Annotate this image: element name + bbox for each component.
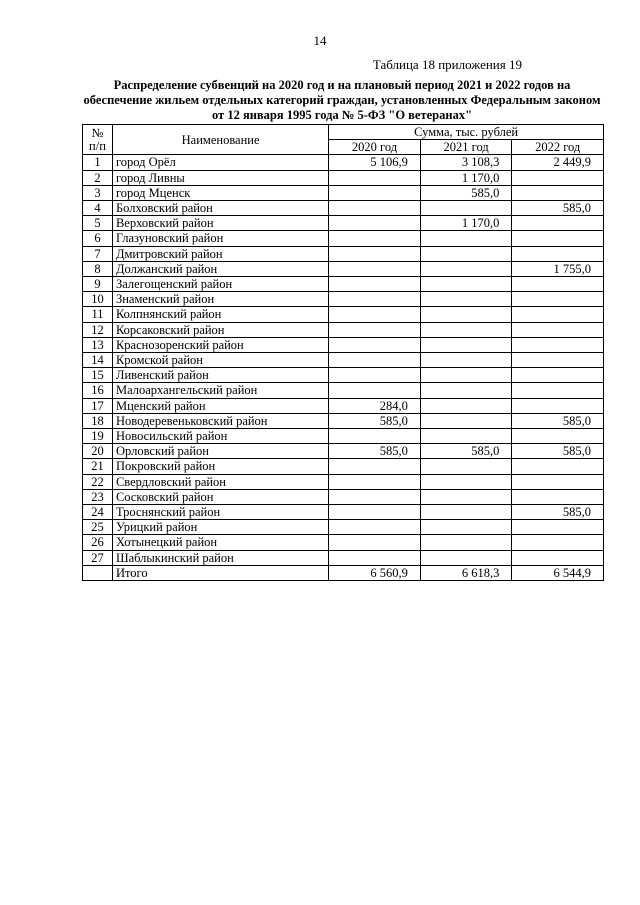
row-number: 24 [83,505,113,520]
row-number: 21 [83,459,113,474]
table-row [83,398,604,413]
row-name: Свердловский район [112,474,328,489]
row-value-2021 [420,413,512,428]
total-label: Итого [112,565,328,580]
header-number [83,125,113,155]
row-name: Знаменский район [112,292,328,307]
header-year-2022: 2022 год [512,140,604,155]
table-row [83,277,604,292]
total-2021: 6 618,3 [420,565,512,580]
row-number: 6 [83,231,113,246]
row-value-2022: 585,0 [512,201,604,216]
table-row [83,489,604,504]
row-name: Урицкий район [112,520,328,535]
row-number: 11 [83,307,113,322]
row-value-2022 [512,292,604,307]
table-row [83,444,604,459]
table-reference: Таблица 18 приложения 19 [372,57,522,72]
row-value-2020: 585,0 [329,413,421,428]
row-name: Покровский район [112,459,328,474]
row-value-2021 [420,353,512,368]
row-value-2022 [512,277,604,292]
row-value-2022 [512,216,604,231]
row-value-2021 [420,292,512,307]
row-number: 2 [83,170,113,185]
total-number [83,565,113,580]
row-value-2020 [329,429,421,444]
table-row [83,520,604,535]
row-number: 12 [83,322,113,337]
document-title: Распределение субвенций на 2020 год и на плановый период 2021 и 2022 годов на обеспечение жильем отдельных категорий граждан, установленных Федеральным законом от 12 января 1995 года № 5-ФЗ "О ветеранах" [83,78,601,122]
row-value-2021: 585,0 [420,444,512,459]
row-name: Глазуновский район [112,231,328,246]
table-row [83,337,604,352]
row-number: 22 [83,474,113,489]
row-value-2021 [420,535,512,550]
row-name: Дмитровский район [112,246,328,261]
header-number-line1: № [91,125,104,140]
row-name: Мценский район [112,398,328,413]
row-number: 4 [83,201,113,216]
table-row [83,353,604,368]
total-2020: 6 560,9 [329,565,421,580]
table-row [83,246,604,261]
row-name: Кромской район [112,353,328,368]
row-name: Хотынецкий район [112,535,328,550]
row-value-2020 [329,535,421,550]
table-row [83,261,604,276]
row-value-2020 [329,246,421,261]
row-name: Новодеревеньковский район [112,413,328,428]
row-value-2020 [329,489,421,504]
row-number: 1 [83,155,113,170]
table-row [83,474,604,489]
row-value-2022 [512,550,604,565]
row-value-2021: 1 170,0 [420,216,512,231]
row-number: 9 [83,277,113,292]
row-value-2021 [420,459,512,474]
row-number: 16 [83,383,113,398]
row-value-2022: 585,0 [512,505,604,520]
row-name: Краснозоренский район [112,337,328,352]
row-value-2021 [420,231,512,246]
table-row [83,216,604,231]
row-value-2020 [329,550,421,565]
row-value-2022 [512,398,604,413]
table-row [83,185,604,200]
row-number: 8 [83,261,113,276]
row-value-2022 [512,429,604,444]
row-value-2022 [512,337,604,352]
row-number: 5 [83,216,113,231]
row-value-2020 [329,474,421,489]
row-name: Малоархангельский район [112,383,328,398]
row-value-2021 [420,429,512,444]
table-row [83,170,604,185]
row-number: 20 [83,444,113,459]
row-value-2022 [512,170,604,185]
row-number: 19 [83,429,113,444]
row-value-2021 [420,307,512,322]
row-value-2020 [329,261,421,276]
header-number-line2: п/п [89,138,106,153]
row-value-2021 [420,383,512,398]
row-name: Шаблыкинский район [112,550,328,565]
row-value-2020 [329,322,421,337]
row-value-2022 [512,322,604,337]
row-number: 27 [83,550,113,565]
row-value-2022 [512,383,604,398]
row-number: 10 [83,292,113,307]
row-value-2021 [420,261,512,276]
row-value-2022: 1 755,0 [512,261,604,276]
header-sum: Сумма, тыс. рублей [329,125,604,140]
row-value-2020 [329,383,421,398]
table-row [83,505,604,520]
row-value-2020 [329,505,421,520]
row-value-2021 [420,337,512,352]
row-name: Троснянский район [112,505,328,520]
header-name: Наименование [112,125,328,155]
row-value-2020 [329,170,421,185]
row-value-2021: 585,0 [420,185,512,200]
row-value-2020 [329,216,421,231]
row-value-2020 [329,520,421,535]
row-value-2020: 5 106,9 [329,155,421,170]
row-number: 26 [83,535,113,550]
row-value-2022 [512,353,604,368]
row-number: 18 [83,413,113,428]
row-value-2020: 284,0 [329,398,421,413]
table-row [83,413,604,428]
row-value-2020: 585,0 [329,444,421,459]
page-number: 14 [313,33,327,48]
row-number: 14 [83,353,113,368]
table-row [83,459,604,474]
table-row [83,307,604,322]
row-name: Сосковский район [112,489,328,504]
row-value-2022: 585,0 [512,413,604,428]
row-value-2021 [420,277,512,292]
table-row [83,429,604,444]
row-value-2020 [329,307,421,322]
row-name: Верховский район [112,216,328,231]
row-value-2020 [329,292,421,307]
row-value-2021: 3 108,3 [420,155,512,170]
row-name: Болховский район [112,201,328,216]
row-name: Должанский район [112,261,328,276]
row-value-2020 [329,337,421,352]
table-row [83,292,604,307]
row-number: 13 [83,337,113,352]
row-value-2021 [420,474,512,489]
table-row [83,231,604,246]
row-name: Колпнянский район [112,307,328,322]
row-value-2022 [512,535,604,550]
row-value-2021 [420,368,512,383]
header-year-2021: 2021 год [420,140,512,155]
row-name: город Ливны [112,170,328,185]
row-number: 15 [83,368,113,383]
table-row [83,155,604,170]
row-name: Корсаковский район [112,322,328,337]
row-name: Ливенский район [112,368,328,383]
row-value-2021 [420,520,512,535]
row-value-2022: 585,0 [512,444,604,459]
row-value-2021 [420,201,512,216]
header-year-2020: 2020 год [329,140,421,155]
row-value-2022 [512,474,604,489]
table-row [83,368,604,383]
table-row [83,322,604,337]
row-name: город Орёл [112,155,328,170]
row-value-2020 [329,231,421,246]
row-value-2022: 2 449,9 [512,155,604,170]
total-2022: 6 544,9 [512,565,604,580]
subsidy-table [82,124,604,581]
table-row [83,535,604,550]
table-row [83,383,604,398]
row-value-2022 [512,246,604,261]
row-value-2020 [329,201,421,216]
row-value-2022 [512,231,604,246]
row-value-2020 [329,277,421,292]
row-name: Залегощенский район [112,277,328,292]
row-value-2021 [420,505,512,520]
row-value-2022 [512,459,604,474]
row-value-2022 [512,368,604,383]
row-value-2021 [420,550,512,565]
table-row [83,550,604,565]
row-value-2021: 1 170,0 [420,170,512,185]
row-value-2020 [329,353,421,368]
row-value-2021 [420,398,512,413]
table-row [83,201,604,216]
row-value-2020 [329,368,421,383]
row-value-2021 [420,322,512,337]
row-number: 7 [83,246,113,261]
row-value-2022 [512,185,604,200]
row-number: 3 [83,185,113,200]
row-number: 23 [83,489,113,504]
total-row [83,565,604,580]
row-name: город Мценск [112,185,328,200]
row-value-2021 [420,246,512,261]
row-value-2020 [329,185,421,200]
row-value-2022 [512,307,604,322]
row-value-2022 [512,489,604,504]
row-number: 25 [83,520,113,535]
row-value-2020 [329,459,421,474]
row-value-2021 [420,489,512,504]
row-name: Новосильский район [112,429,328,444]
row-number: 17 [83,398,113,413]
row-value-2022 [512,520,604,535]
row-name: Орловский район [112,444,328,459]
